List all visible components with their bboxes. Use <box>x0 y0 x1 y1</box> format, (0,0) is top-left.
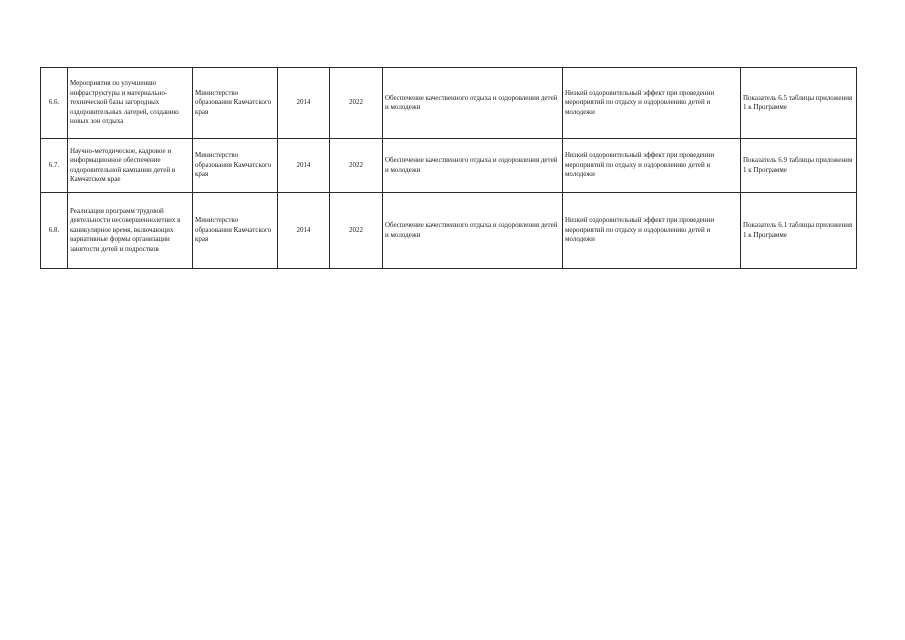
responsible-executor: Министерство образования Камчатского края <box>193 68 278 139</box>
start-year: 2014 <box>278 68 330 139</box>
row-number: 6.8. <box>41 193 68 269</box>
table-row <box>41 193 857 269</box>
row-number: 6.7. <box>41 139 68 193</box>
non-implementation-consequence: Низкий оздоровительный эффект при проведении мероприятий по отдыху и оздоровлению детей и молодежи <box>563 139 741 193</box>
non-implementation-consequence: Низкий оздоровительный эффект при проведении мероприятий по отдыху и оздоровлению детей и молодежи <box>563 68 741 139</box>
expected-result: Обеспечение качественного отдыха и оздоровления детей и молодежи <box>383 193 563 269</box>
start-year: 2014 <box>278 193 330 269</box>
end-year: 2022 <box>330 193 383 269</box>
responsible-executor: Министерство образования Камчатского края <box>193 139 278 193</box>
non-implementation-consequence: Низкий оздоровительный эффект при проведении мероприятий по отдыху и оздоровлению детей и молодежи <box>563 193 741 269</box>
indicator-link: Показатель 6.1 таблицы приложения 1 к Программе <box>741 193 857 269</box>
measure-name: Научно-методическое, кадровое и информационное обеспечение оздоровительной кампании детей в Камчатском крае <box>68 139 193 193</box>
measure-name: Мероприятия по улучшению инфраструктуры и материально-технической базы загородных оздоровительных лагерей, созданию новых зон отдыха <box>68 68 193 139</box>
table-row <box>41 68 857 139</box>
row-number: 6.6. <box>41 68 68 139</box>
table-row <box>41 139 857 193</box>
program-measures-table <box>40 67 857 269</box>
end-year: 2022 <box>330 139 383 193</box>
indicator-link: Показатель 6.9 таблицы приложения 1 к Программе <box>741 139 857 193</box>
expected-result: Обеспечение качественного отдыха и оздоровления детей и молодежи <box>383 139 563 193</box>
start-year: 2014 <box>278 139 330 193</box>
end-year: 2022 <box>330 68 383 139</box>
indicator-link: Показатель 6.5 таблицы приложения 1 к Программе <box>741 68 857 139</box>
responsible-executor: Министерство образования Камчатского края <box>193 193 278 269</box>
expected-result: Обеспечение качественного отдыха и оздоровления детей и молодежи <box>383 68 563 139</box>
measure-name: Реализация программ трудовой деятельности несовершеннолетних в каникулярное время, включающих вариативные формы организации занятости детей и подростков <box>68 193 193 269</box>
